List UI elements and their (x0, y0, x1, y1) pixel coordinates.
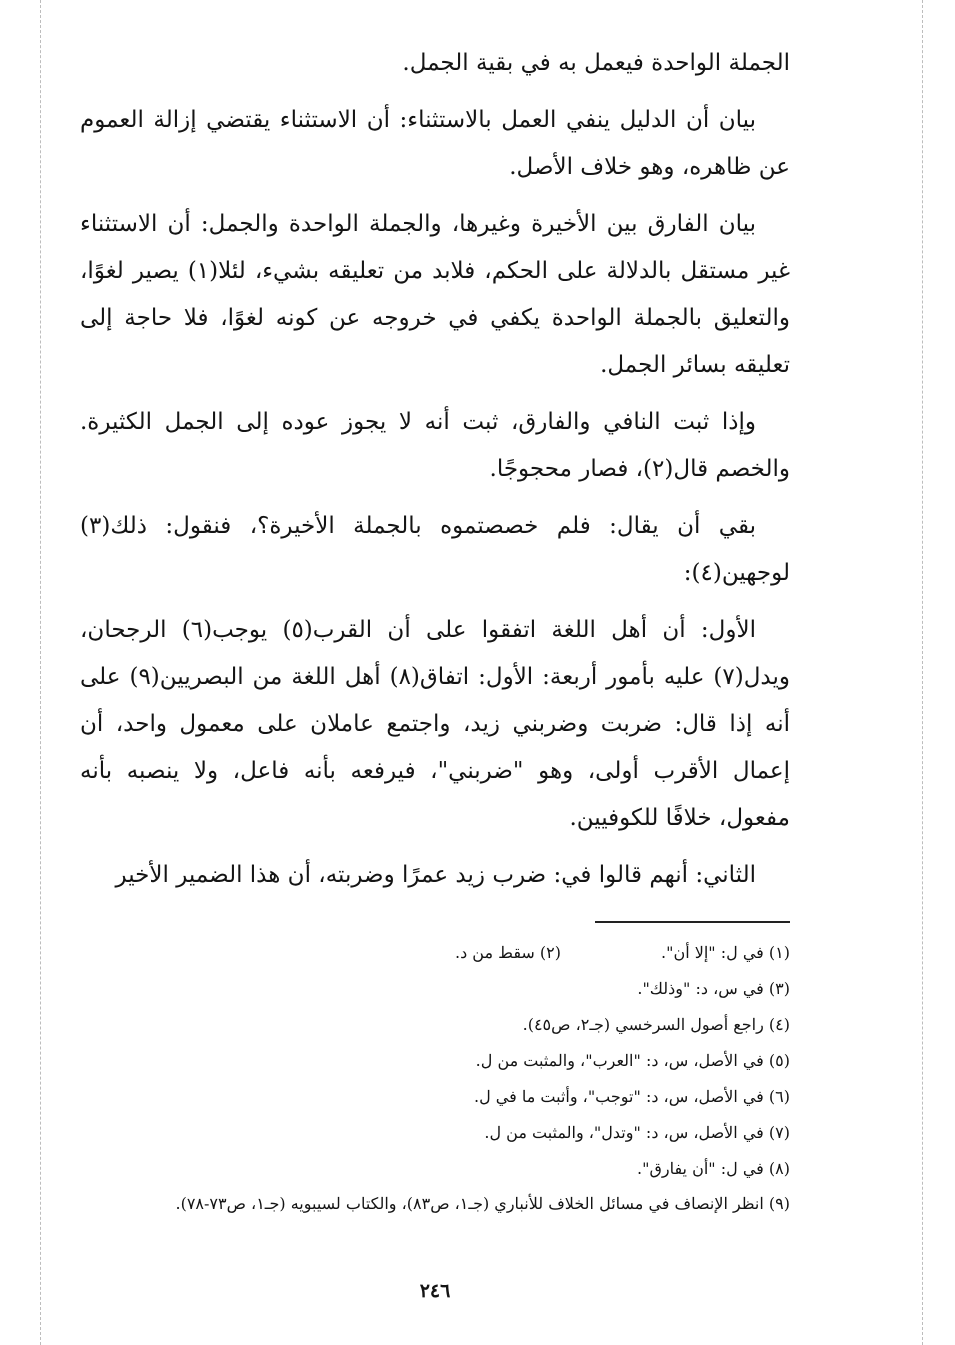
footnote-2: (٢) سقط من د. (455, 943, 561, 962)
footnote-5: (٥) في الأصل، س، د: "العرب"، والمثبت من ل. (475, 1051, 790, 1070)
page-number: ٢٤٦ (419, 1280, 451, 1302)
paragraph-7: الثاني: أنهم قالوا في: ضرب زيد عمرًا وضربته، أن هذا الضمير الأخير (115, 862, 756, 888)
footnotes (80, 935, 790, 1221)
footnote-4: (٤) راجع أصول السرخسي (جـ٢، ص٤٥). (522, 1015, 790, 1034)
paragraph-4: وإذا ثبت النافي والفارق، ثبت أنه لا يجوز عوده إلى الجمل الكثيرة. والخصم قال(٢)، فصار محجوجًا. (80, 409, 790, 482)
footnote-3: (٣) في س، د: "وذلك". (637, 979, 790, 998)
paragraph-3: بيان الفارق بين الأخيرة وغيرها، والجملة الواحدة والجمل: أن الاستثناء غير مستقل بالدلالة على الحكم، فلابد من تعليقه بشيء، لئلا(١) يصير لغوًا، والتعليق بالجملة الواحدة يكفي في خروجه عن كونه لغوًا، فلا حاجة إلى تعليقه بسائر الجمل. (80, 211, 790, 378)
paragraph-6: الأول: أن أهل اللغة اتفقوا على أن القرب(٥) يوجب(٦) الرجحان، ويدل(٧) عليه بأمور أربعة: الأول: اتفاق(٨) أهل اللغة من البصريين(٩) على أنه إذا قال: ضربت وضربني زيد، واجتمع عاملان على معمول واحد، أن إعمال الأقرب أولى، وهو "ضربني"، فيرفعه بأنه فاعل، ولا ينصبه بأنه مفعول، خلافًا للكوفيين. (80, 617, 790, 831)
footnote-8: (٨) في ل: "أن يفارق". (637, 1159, 790, 1178)
scan-edge-left (40, 0, 41, 1345)
footnote-7: (٧) في الأصل، س، د: "وتدل"، والمثبت من ل. (484, 1123, 790, 1142)
footnote-separator (595, 921, 790, 923)
footnote-1: (١) في ل: "إلا أن". (661, 943, 790, 962)
footnote-6: (٦) في الأصل، س، د: "توجب"، وأثبت ما في ل. (474, 1087, 790, 1106)
footnote-9: (٩) انظر الإنصاف في مسائل الخلاف للأنباري (جـ١، ص٨٣)، والكتاب لسيبويه (جـ١، ص٧٣-٧٨). (175, 1194, 790, 1213)
paragraph-1: الجملة الواحدة فيعمل به في بقية الجمل. (402, 50, 790, 76)
footnote-row-1 (80, 935, 790, 971)
paragraph-5: بقي أن يقال: فلم خصصتموه بالجملة الأخيرة؟، فنقول: ذلك(٣) لوجهين(٤): (80, 513, 790, 586)
scan-edge-right (922, 0, 923, 1345)
page-body (80, 40, 790, 1221)
paragraph-2: بيان أن الدليل ينفي العمل بالاستثناء: أن الاستثناء يقتضي إزالة العموم عن ظاهره، وهو خلاف الأصل. (80, 107, 790, 180)
